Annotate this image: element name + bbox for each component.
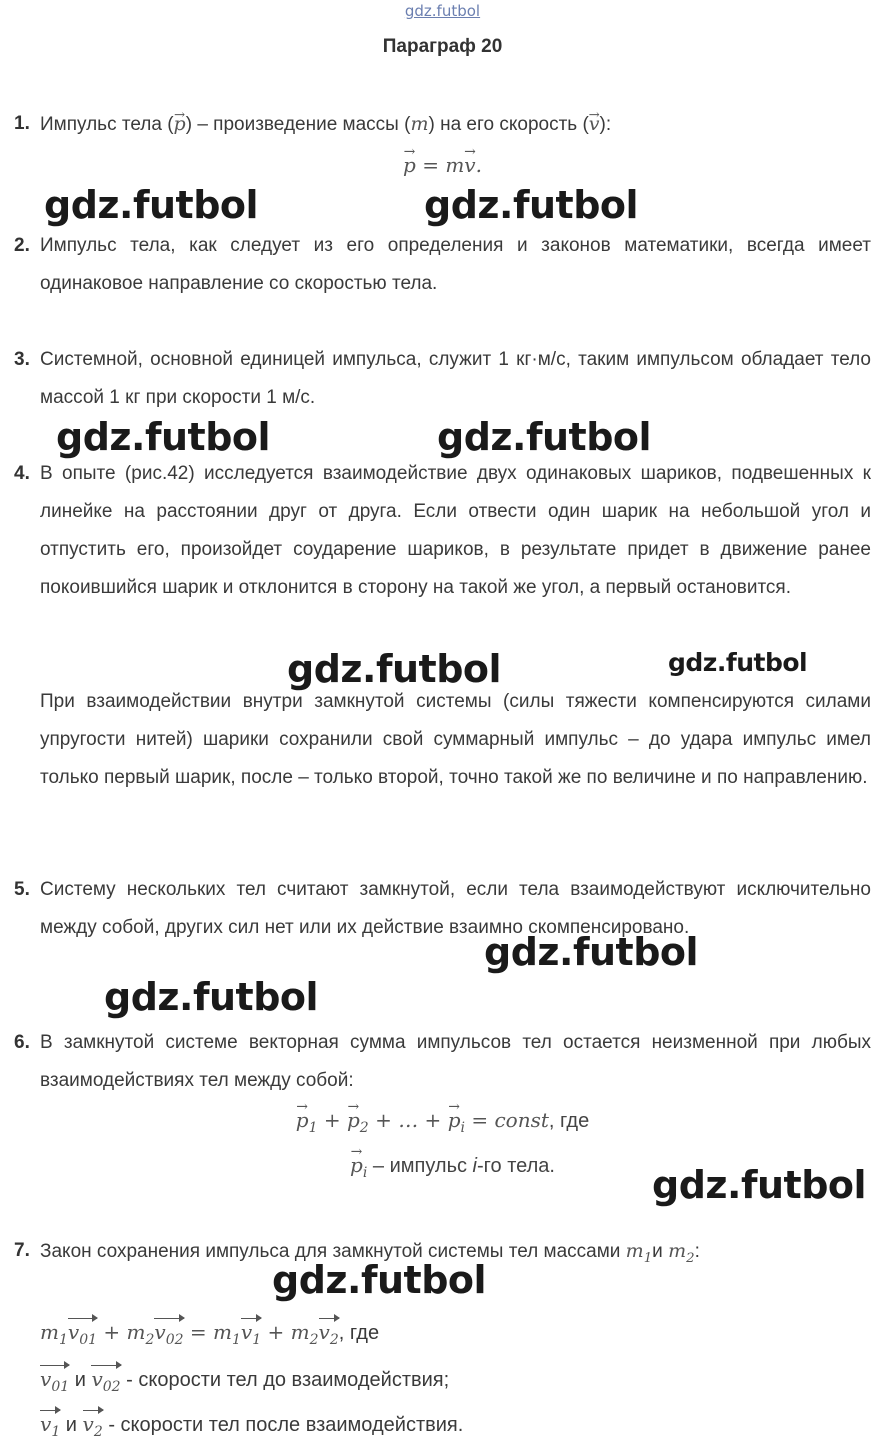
watermark-text: gdz.futbol bbox=[437, 415, 652, 459]
item-text-5: Систему нескольких тел считают замкнутой, если тела взаимодействуют исключительно между собой, других сил нет или их действие взаимно скомпенсировано. bbox=[40, 879, 871, 938]
item-number-5: 5. bbox=[14, 879, 30, 900]
watermark-text: gdz.futbol bbox=[484, 930, 699, 974]
watermark-text: gdz.futbol bbox=[668, 648, 808, 677]
watermark-text: gdz.futbol bbox=[652, 1163, 867, 1207]
item-text-2: Импульс тела, как следует из его определения и законов математики, всегда имеет одинаковое направление со скоростью тела. bbox=[40, 235, 871, 294]
site-link[interactable]: gdz.futbol bbox=[404, 2, 481, 20]
watermark-text: gdz.futbol bbox=[44, 183, 259, 227]
conservation-sum-formula: → $p_1$ + → $p_2$ + … + → $p_i$ = const, где bbox=[0, 1108, 885, 1136]
momentum-i-note: → $p_i$ – импульс i-го тела. bbox=[0, 1153, 885, 1181]
momentum-formula: → p = m→ v. bbox=[0, 153, 885, 178]
item-number-7: 7. bbox=[14, 1240, 30, 1261]
item-number-2: 2. bbox=[14, 235, 30, 256]
velocities-after-line: $v_1$ и $v_2$ - скорости тел после взаимодействия. bbox=[40, 1412, 464, 1440]
watermark-text: gdz.futbol bbox=[272, 1258, 487, 1302]
watermark-text: gdz.futbol bbox=[287, 647, 502, 691]
item-text-6: В замкнутой системе векторная сумма импульсов тел остается неизменной при любых взаимодействиях тел между собой: bbox=[40, 1032, 871, 1091]
page-title: Параграф 20 bbox=[382, 36, 503, 57]
item-text-7: Закон сохранения импульса для замкнутой системы тел массами $m_1и$ $m_2$: bbox=[40, 1240, 700, 1266]
watermark-text: gdz.futbol bbox=[424, 183, 639, 227]
item-text-1: Импульс тела (→ p) – произведение массы (m) на его скорость (→ v): bbox=[40, 105, 871, 144]
item-text-3: Системной, основной единицей импульса, служит 1 кг·м/с, таким импульсом обладает тело массой 1 кг при скорости 1 м/с. bbox=[40, 349, 871, 408]
item-number-6: 6. bbox=[14, 1032, 30, 1053]
item-text-4: В опыте (рис.42) исследуется взаимодействие двух одинаковых шариков, подвешенных к линейке на расстоянии друг от друга. Если отвести один шарик на небольшой угол и отпустить его, произойдет соударение шариков, в результате придет в движение ранее покоившийся шарик и отклонится в сторону на такой же угол, а первый остановится. bbox=[40, 463, 871, 598]
item-text-4-continued: При взаимодействии внутри замкнутой системы (силы тяжести компенсируются силами упругости нитей) шарики сохранили свой суммарный импульс – до удара импульс имел только первый шарик, после – только второй, точно такой же по величине и по направлению. bbox=[40, 691, 871, 788]
conservation-law-formula: $m_1v_{01} + m_2v_{02} = m_1v_1 + m_2v_2$, где bbox=[40, 1320, 380, 1348]
velocities-before-line: $v_{01}$ и $v_{02}$ - скорости тел до взаимодействия; bbox=[40, 1367, 450, 1395]
item-number-1: 1. bbox=[14, 113, 30, 134]
item-number-4: 4. bbox=[14, 463, 30, 484]
item-number-3: 3. bbox=[14, 349, 30, 370]
watermark-text: gdz.futbol bbox=[104, 975, 319, 1019]
watermark-text: gdz.futbol bbox=[56, 415, 271, 459]
